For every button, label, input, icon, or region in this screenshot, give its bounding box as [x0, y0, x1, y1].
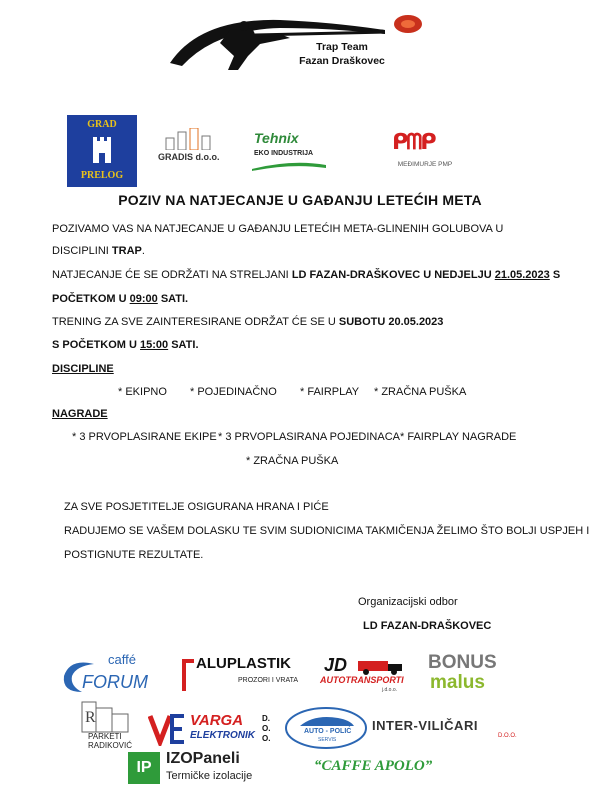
pmp-logo: [380, 130, 470, 170]
discipline-heading: DISCIPLINE: [52, 363, 114, 375]
period: .: [141, 245, 145, 257]
intro-text: DISCIPLINI: [52, 245, 112, 257]
pmp-mark: [392, 130, 435, 155]
tehnix-name: Tehnix: [254, 130, 299, 146]
prelog-word: PRELOG: [80, 170, 124, 181]
leaf-swoosh-icon: [252, 159, 326, 171]
pmp-sub: MEĐIMURJE PMP: [397, 161, 453, 168]
training-time: 15:00: [140, 339, 169, 351]
inter-vilicari-logo: [372, 718, 530, 746]
nagrade-item: * FAIRPLAY NAGRADE: [400, 431, 517, 443]
frame-icon: [180, 657, 196, 693]
jd-autotransporti-logo: [320, 655, 410, 697]
aluplastik-logo: [180, 655, 310, 697]
varga-elektronik-logo: [148, 712, 276, 748]
inter-vilicari-name: INTER-VILIČARI: [372, 718, 478, 733]
tehnix-logo: [252, 130, 326, 172]
nagrade-heading: NAGRADE: [52, 408, 108, 420]
tehnix-sub: EKO INDUSTRIJA: [254, 150, 314, 157]
signature-name: LD FAZAN-DRAŠKOVEC: [363, 620, 492, 632]
header-line-1: Trap Team: [316, 41, 368, 53]
malus-word: malus: [430, 672, 485, 693]
autotransporti-name: AUTOTRANSPORTI: [320, 675, 404, 685]
ve-mark-icon: [148, 712, 188, 746]
caffe-forum-logo: [60, 652, 165, 697]
jd-mark: JD: [324, 655, 348, 675]
discipline-trap: TRAP: [111, 245, 142, 257]
caffe-apolo-logo: “CAFFE APOLO”: [314, 758, 433, 774]
grad-word: GRAD: [87, 119, 117, 130]
aluplastik-sub: PROZORI I VRATA: [238, 677, 299, 684]
auto-polic-logo: [284, 706, 368, 750]
auto-polic-name: AUTO - POLIĆ: [304, 728, 352, 735]
start-time: 09:00: [129, 293, 158, 305]
buildings-icon: [158, 128, 230, 150]
gradis-logo: [158, 128, 230, 173]
start-label: POČETKOM U: [52, 293, 130, 305]
auto-polic-servis: SERVIS: [318, 737, 337, 743]
start-suffix: SATI.: [157, 293, 189, 305]
discipline-item: * FAIRPLAY: [300, 386, 360, 398]
radikovic-word: RADIKOVIĆ: [88, 741, 133, 750]
training-intro: TRENING ZA SVE ZAINTERESIRANE ODRŽAT ĆE SE U: [52, 316, 339, 328]
inter-doo: D.O.O.: [498, 733, 517, 739]
gradis-name: GRADIS d.o.o.: [158, 152, 220, 162]
aluplastik-name: ALUPLASTIK: [196, 655, 291, 672]
forum-word: FORUM: [82, 672, 148, 692]
closing-line-1: RADUJEMO SE VAŠEM DOLASKU TE SVIM SUDIONICIMA TAKMIČENJA ŽELIMO ŠTO BOLJI USPJEH I: [64, 525, 590, 537]
intro-line-2: [52, 245, 145, 257]
competition-date: 21.05.2023: [494, 269, 550, 281]
elektronik-word: ELEKTRONIK: [190, 730, 255, 741]
bonus-malus-logo: [428, 652, 518, 697]
parketi-word: PARKETI: [88, 732, 122, 741]
jd-doo: j.d.o.o.: [382, 687, 398, 693]
truck-icon: [356, 657, 406, 675]
training-time-line: [52, 339, 199, 351]
parketi-radikovic-logo: [80, 700, 150, 750]
training-line: [52, 316, 443, 328]
venue-intro: NATJECANJE ĆE SE ODRŽATI NA STRELJANI: [52, 269, 292, 281]
caffe-word: caffé: [108, 652, 136, 667]
start-time-line: [52, 293, 188, 305]
page-title: POZIV NA NATJECANJE U GAĐANJU LETEĆIH META: [118, 192, 482, 208]
pmp-glyph: ᑭᗰᑭ: [392, 130, 435, 155]
discipline-item: * EKIPNO: [118, 386, 167, 398]
training-date: SUBOTU 20.05.2023: [338, 316, 444, 328]
training-time-label: S POČETKOM U: [52, 339, 141, 351]
training-time-suffix: SATI.: [168, 339, 199, 351]
izo-sub: Termičke izolacije: [166, 770, 253, 782]
discipline-item: * ZRAČNA PUŠKA: [374, 386, 467, 398]
venue-name: LD FAZAN-DRAŠKOVEC U NEDJELJU: [291, 269, 495, 281]
grad-prelog-crest: [67, 115, 137, 187]
varga-word: VARGA: [190, 712, 244, 729]
nagrade-item: * ZRAČNA PUŠKA: [246, 455, 339, 467]
bonus-word: BONUS: [428, 652, 497, 673]
venue-tail: S: [549, 269, 561, 281]
ip-icon: IP: [128, 752, 160, 784]
intro-line-1: POZIVAMO VAS NA NATJECANJE U GAĐANJU LETEĆIH META-GLINENIH GOLUBOVA U: [52, 223, 504, 235]
closing-line-2: POSTIGNUTE REZULTATE.: [64, 549, 204, 561]
parquet-icon: [80, 700, 130, 734]
venue-line: [52, 269, 560, 281]
header-title: [282, 40, 402, 68]
varga-doo: D.O.O.: [262, 714, 271, 743]
nagrade-item: * 3 PRVOPLASIRANE EKIPE: [72, 431, 217, 443]
header-line-2: Fazan Draškovec: [299, 55, 385, 67]
izo-paneli-logo: [128, 750, 268, 786]
discipline-item: * POJEDINAČNO: [190, 386, 277, 398]
nagrade-item: * 3 PRVOPLASIRANA POJEDINACA: [218, 431, 400, 443]
izo-name: IZOPaneli: [166, 750, 240, 767]
food-line: ZA SVE POSJETITELJE OSIGURANA HRANA I PIĆE: [64, 501, 329, 513]
castle-icon: [90, 133, 114, 165]
svg-text:R: R: [85, 709, 96, 726]
signature-title: Organizacijski odbor: [358, 596, 458, 608]
